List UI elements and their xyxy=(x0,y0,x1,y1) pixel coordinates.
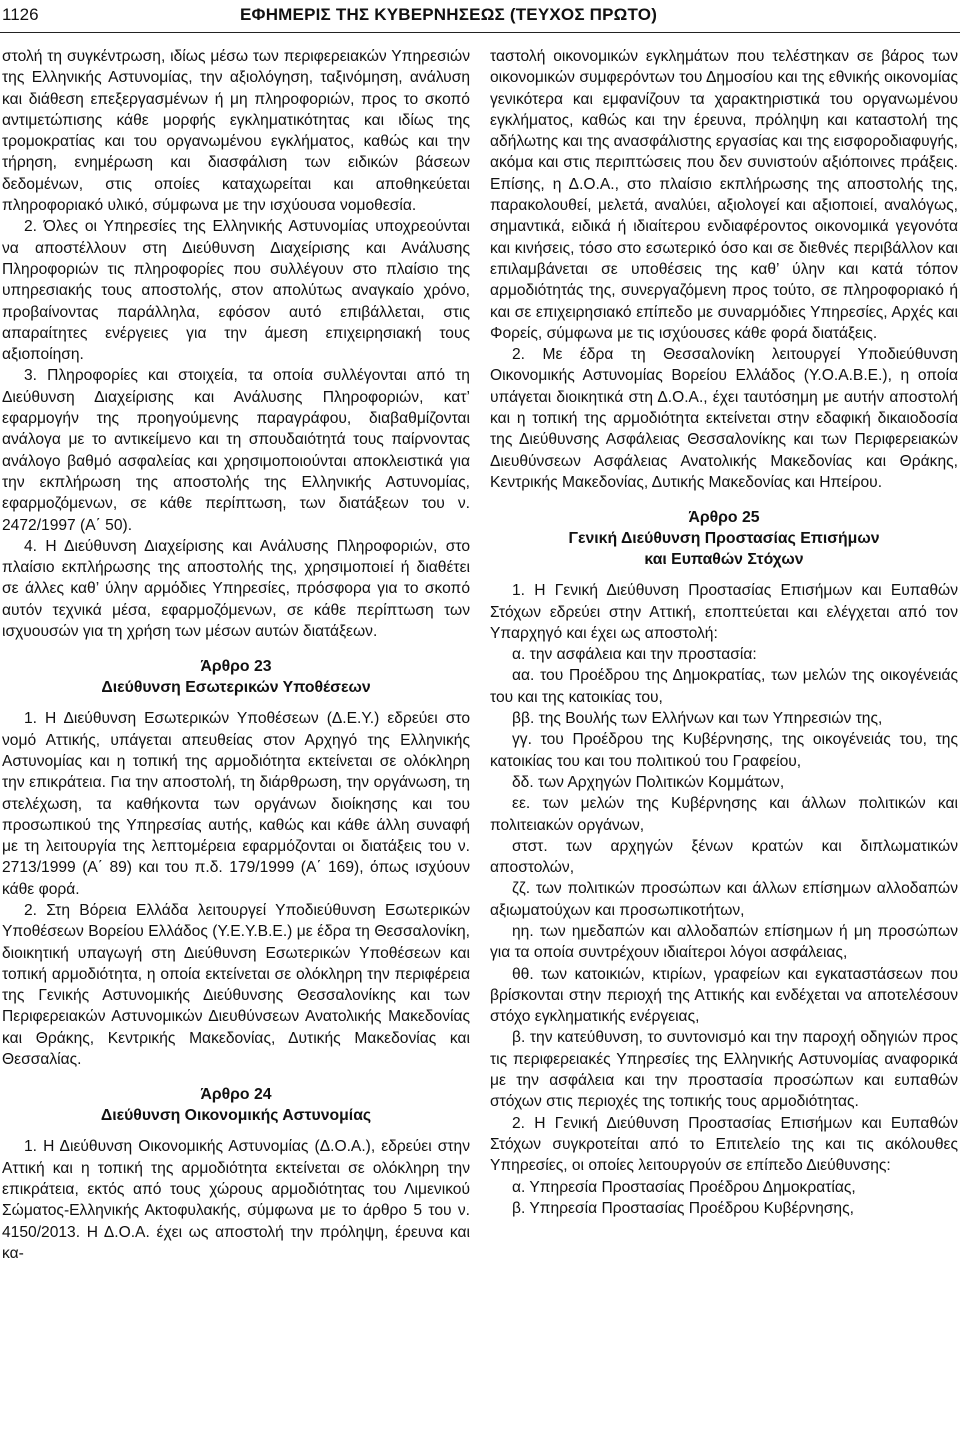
list-item: α. Υπηρεσία Προστασίας Προέδρου Δημοκρατίας, xyxy=(512,1178,856,1196)
paragraph: 1. Η Διεύθυνση Οικονομικής Αστυνομίας (Δ.Ο.Α.), εδρεύει στην Αττική και η τοπική της αρμοδιότητα εκτείνεται σε ολόκληρη την επικράτεια, εκτός από τους χώρους αρμοδιότητας του Λιμενικού Σώματος-Ελληνικής Ακτοφυλακής, σύμφωνα με το άρθρο 5 του ν. 4150/2013. Η Δ.Ο.Α. έχει ως αποστολή την πρόληψη, έρευνα και κα- xyxy=(2,1138,470,1262)
article-number: Άρθρο 23 xyxy=(200,658,272,676)
article-title: Διεύθυνση Εσωτερικών Υποθέσεων xyxy=(101,679,371,697)
list-item: αα. του Προέδρου της Δημοκρατίας, των μελών της οικογένειάς του και της κατοικίας του, xyxy=(490,667,958,706)
page-header xyxy=(0,0,960,36)
list-item: β. την κατεύθυνση, το συντονισμό και την παροχή οδηγιών προς τις περιφερειακές Υπηρεσίες της Ελληνικής Αστυνομίας αναφορικά με την ασφάλεια και την προστασία προσώπων και ευπαθών στόχων στις περιοχές της τοπικής τους αρμοδιότητας. xyxy=(490,1029,958,1111)
article-23-heading xyxy=(2,656,470,698)
list-item: ζζ. των πολιτικών προσώπων και άλλων επίσημων αλλοδαπών αξιωματούχων και προσωπικοτήτων, xyxy=(490,880,958,919)
list-item: α. την ασφάλεια και την προστασία: xyxy=(512,646,757,664)
list-item: εε. των μελών της Κυβέρνησης και άλλων πολιτικών και πολιτειακών οργάνων, xyxy=(490,795,958,834)
journal-title: ΕΦΗΜΕΡΙΣ ΤΗΣ ΚΥΒΕΡΝΗΣΕΩΣ (ΤΕΥΧΟΣ ΠΡΩΤΟ) xyxy=(240,5,658,24)
left-column xyxy=(2,46,470,1426)
list-item: ββ. της Βουλής των Ελλήνων και των Υπηρεσιών της, xyxy=(512,710,883,728)
paragraph: 2. Στη Βόρεια Ελλάδα λειτουργεί Υποδιεύθυνση Εσωτερικών Υποθέσεων Βορείου Ελλάδος (Υ.Ε.Υ.Β.Ε.) με έδρα τη Θεσσαλονίκη, διοικητική υπαγωγή στη Διεύθυνση Εσωτερικών Υποθέσεων και τοπική αρμοδιότητα, η οποία εκτείνεται σε ολόκληρη την περιφέρεια της Γενικής Αστυνομικής Διεύθυνσης Θεσσαλονίκης και των Περιφερειακών Αστυνομικών Διευθύνσεων Ανατολικής Μακεδονίας και Θράκης, Κεντρικής Μακεδονίας, Δυτικής Μακεδονίας και Θεσσαλίας. xyxy=(2,901,470,1069)
article-title: Γενική Διεύθυνση Προστασίας Επισήμων xyxy=(568,530,880,548)
paragraph: 4. Η Διεύθυνση Διαχείρισης και Ανάλυσης Πληροφοριών, στο πλαίσιο εκπλήρωσης της αποστολής της, χρησιμοποιεί ή διαθέτει σε άλλες καθ’ ύλην αρμόδιες Υπηρεσίες, πρόσφορα για το σκοπό αυτόν τεχνικά μέσα, εφαρμοζόμενων, σε κάθε περίπτωση των ισχυουσών για τη χρήση των μέσων αυτών διατάξεων. xyxy=(2,537,470,641)
list-item: θθ. των κατοικιών, κτιρίων, γραφείων και εγκαταστάσεων που βρίσκονται στην περιοχή της Αττικής και ενδέχεται να αποτελέσουν στόχο εγκληματικής ενέργειας, xyxy=(490,965,958,1026)
article-25-heading xyxy=(490,507,958,570)
paragraph: 2. Η Γενική Διεύθυνση Προστασίας Επισήμων και Ευπαθών Στόχων συγκροτείται από το Επιτελείο της και τις ακόλουθες Υπηρεσίες, οι οποίες λειτουργούν σε επίπεδο Διεύθυνσης: xyxy=(490,1114,958,1175)
list-item: ηη. των ημεδαπών και αλλοδαπών επίσημων ή μη προσώπων για τα οποία συντρέχουν ιδιαίτεροι λόγοι ασφάλειας, xyxy=(490,922,958,962)
paragraph: 1. Η Γενική Διεύθυνση Προστασίας Επισήμων και Ευπαθών Στόχων εδρεύει στην Αττική, εποπτεύεται και ελέγχεται από τον Υπαρχηγό και έχει ως αποστολή: xyxy=(490,582,958,642)
list-item: δδ. των Αρχηγών Πολιτικών Κομμάτων, xyxy=(512,773,785,791)
article-number: Άρθρο 24 xyxy=(200,1086,272,1104)
list-item: γγ. του Προέδρου της Κυβέρνησης, της οικογένειάς του, της κατοικίας του και του πολιτικού του Γραφείου, xyxy=(490,731,958,770)
article-number: Άρθρο 25 xyxy=(688,509,760,527)
paragraph: 1. Η Διεύθυνση Εσωτερικών Υποθέσεων (Δ.Ε.Υ.) εδρεύει στο νομό Αττικής, υπάγεται απευθείας στον Αρχηγό της Ελληνικής Αστυνομίας και η τοπική της αρμοδιότητα εκτείνεται σε ολόκληρη την επικράτεια. Για την αποστολή, τη διάρθρωση, την οργάνωση, τη στελέχωση, τα καθήκοντα των οργάνων διοίκησης και του προσωπικού της Υπηρεσίας αυτής, καθώς και κάθε άλλη συναφή με τη λειτουργία της λεπτομέρεια εφαρμόζονται οι διατάξεις του ν. 2713/1999 (Α΄ 89) και του π.δ. 179/1999 (Α΄ 169), όπως ισχύουν κάθε φορά. xyxy=(2,710,470,898)
article-title: και Ευπαθών Στόχων xyxy=(644,551,804,569)
list-item: στστ. των αρχηγών ξένων κρατών και διπλωματικών αποστολών, xyxy=(490,837,958,877)
article-24-heading xyxy=(2,1084,470,1126)
article-title: Διεύθυνση Οικονομικής Αστυνομίας xyxy=(100,1107,372,1125)
page-number: 1126 xyxy=(2,5,39,24)
paragraph: 2. Με έδρα τη Θεσσαλονίκη λειτουργεί Υποδιεύθυνση Οικονομικής Αστυνομίας Βορείου Ελλάδος (Υ.Ο.Α.Β.Ε.), η οποία υπάγεται διοικητικά στη Δ.Ο.Α., έχει ταυτόσημη με αυτήν αποστολή και η τοπική της αρμοδιότητα εκτείνεται στην εδαφική δικαιοδοσία της Διεύθυνσης Ασφάλειας Θεσσαλονίκης και των Περιφερειακών Διευθύνσεων Ασφάλειας Ανατολικής Μακεδονίας και Θράκης, Κεντρικής Μακεδονίας, Δυτικής Μακεδονίας και Ηπείρου. xyxy=(490,346,958,491)
list-item: β. Υπηρεσία Προστασίας Προέδρου Κυβέρνησης, xyxy=(512,1199,854,1217)
header-rule xyxy=(0,32,960,33)
paragraph: στολή τη συγκέντρωση, ιδίως μέσω των περιφερειακών Υπηρεσιών της Ελληνικής Αστυνομίας, την αξιολόγηση, ταξινόμηση, ανάλυση και διάθεση επεξεργασμένων ή μη πληροφοριών, προς το σκοπό αντιμετώπισης κάθε μορφής εγκληματικότητας και ιδίως της τρομοκρατίας και του οργανωμένου εγκλήματος, καθώς και την τήρηση, ενημέρωση και διασφάλιση των ειδικών βάσεων δεδομένων, στις οποίες καταχωρείται και αποθηκεύεται πληροφοριακό υλικό, σύμφωνα με την ισχύουσα νομοθεσία. xyxy=(2,48,470,215)
right-column xyxy=(490,46,958,1426)
paragraph: 3. Πληροφορίες και στοιχεία, τα οποία συλλέγονται από τη Διεύθυνση Διαχείρισης και Ανάλυσης Πληροφοριών, κατ’ εφαρμογήν της προηγούμενης παραγράφου, διαβαθμίζονται ανάλογα με το αντικείμενο και τη σπουδαιότητά τους παίρνοντας ανάλογο βαθμό ασφαλείας και χρησιμοποιούνται αποκλειστικά για την εκπλήρωση της αποστολής της Ελληνικής Αστυνομίας, εφαρμοζόμενων, σε κάθε περίπτωση, των διατάξεων του ν. 2472/1997 (Α΄ 50). xyxy=(2,367,470,534)
paragraph: 2. Όλες οι Υπηρεσίες της Ελληνικής Αστυνομίας υποχρεούνται να αποστέλλουν στη Διεύθυνση Διαχείρισης και Ανάλυσης Πληροφοριών τις πληροφορίες που συλλέγουν στο πλαίσιο της υπηρεσιακής τους αποστολής, στον απολύτως αναγκαίο χρόνο, προβαίνοντας παράλληλα, εφόσον αυτό επιβάλλεται, στις απαραίτητες ενέργειες για την άμεση επιχειρησιακή τους αξιοποίηση. xyxy=(2,218,470,364)
paragraph: ταστολή οικονομικών εγκλημάτων που τελέστηκαν σε βάρος των οικονομικών συμφερόντων του Δημοσίου και της εθνικής οικονομίας γενικότερα και εμφανίζουν τα χαρακτηριστικά του οργανωμένου εγκλήματος, καθώς και την έρευνα, πρόληψη και καταστολή της αδήλωτης και της ανασφάλιστης εργασίας και της εισφοροδιαφυγής, ακόμα και στις περιπτώσεις που δεν συνιστούν αξιόποινες πράξεις. Επίσης, η Δ.Ο.Α., στο πλαίσιο εκπλήρωσης της αποστολής της, παρακολουθεί, μελετά, αναλύει, αξιολογεί και αξιοποιεί, αναλόγως, σημαντικά, ειδικά ή ιδιαίτερου ενδιαφέροντος οικονομικά γεγονότα και κινήσεις, τόσο στο εσωτερικό όσο και σε διεθνές περιβάλλον και επιλαμβάνεται σε υποθέσεις της καθ’ ύλην και κατά τόπον αρμοδιότητάς της, συνεργαζόμενη προς τούτο, σε πληροφοριακό ή και σε επιχειρησιακό επίπεδο με συναρμόδιες Υπηρεσίες, Αρχές και Φορείς, σύμφωνα με τις ισχύουσες κάθε φορά διατάξεις. xyxy=(490,48,958,342)
